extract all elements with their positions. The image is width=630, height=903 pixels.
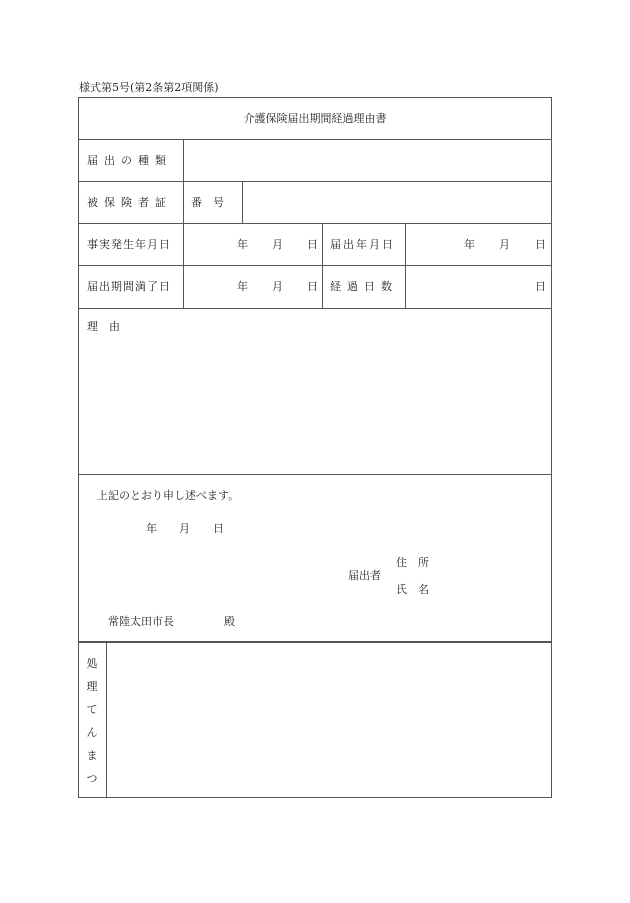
declaration-day: 日 [213,522,224,535]
notify-date-day: 日 [535,238,546,251]
applicant-label: 届出者 [348,569,381,582]
notification-type-field[interactable] [184,140,551,181]
period-end-year: 年 [237,280,248,293]
fact-date-label: 事実発生年月日 [87,238,171,251]
form-number: 様式第5号(第2条第2項関係) [79,81,219,94]
cert-number-field[interactable] [243,182,551,223]
notify-date-field[interactable] [406,224,551,265]
reason-label: 理 由 [87,320,120,333]
period-end-month: 月 [272,280,283,293]
elapsed-days-label: 経過日数 [330,280,398,293]
notify-date-year: 年 [464,238,475,251]
cert-number-label: 番 号 [191,196,224,209]
fact-date-year: 年 [237,238,248,251]
processing-field[interactable] [107,643,551,797]
form-title: 介護保険届出期間経過理由書 [243,112,387,125]
notify-date-label: 届出年月日 [330,238,395,251]
divider [78,474,552,475]
address-field[interactable] [436,550,546,572]
declaration-year: 年 [146,522,157,535]
name-label: 氏 名 [396,583,429,596]
notification-type-label: 届出の種類 [87,154,172,167]
fact-date-field[interactable] [184,224,322,265]
insured-cert-label: 被保険者証 [87,196,172,209]
divider [322,223,323,308]
processing-label: 処 理 て ん ま つ [86,657,98,785]
addressee: 常陸太田市長 [108,615,174,628]
elapsed-days-field[interactable] [406,266,551,308]
period-end-field[interactable] [184,266,322,308]
divider [78,308,552,309]
notify-date-month: 月 [499,238,510,251]
fact-date-month: 月 [272,238,283,251]
period-end-label: 届出期間満了日 [87,280,171,293]
fact-date-day: 日 [307,238,318,251]
name-field[interactable] [436,577,546,599]
reason-field[interactable] [79,336,551,472]
declaration-statement: 上記のとおり申し述べます。 [97,489,240,502]
honorific: 殿 [224,615,235,628]
period-end-day: 日 [307,280,318,293]
declaration-month: 月 [179,522,190,535]
elapsed-days-unit: 日 [535,280,546,293]
address-label: 住 所 [396,556,429,569]
